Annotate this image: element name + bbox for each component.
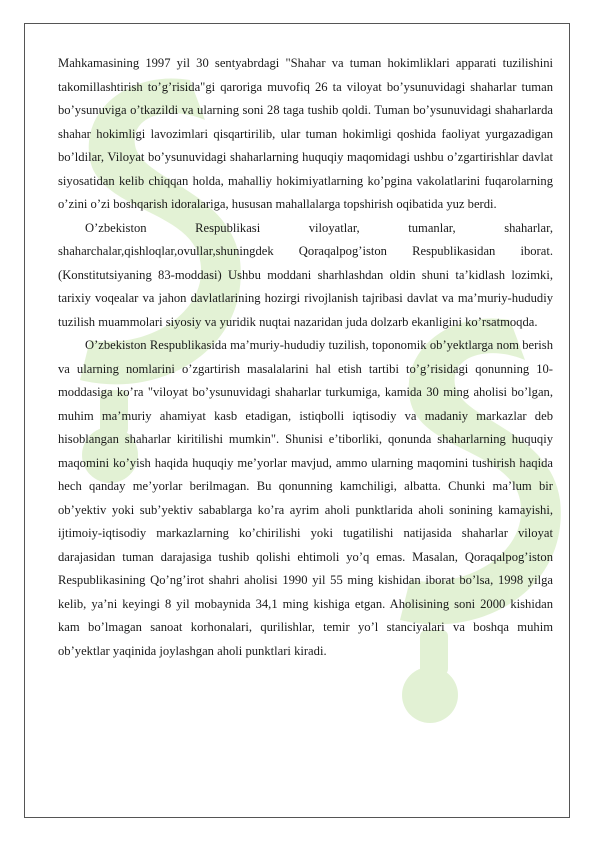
paragraph-3: O’zbekiston Respublikasida ma’muriy-hududiy tuzilish, toponomik ob’yektlarga nom berish va ularning nomlarini o’zgartirish masalalarini hal etish tartibi to’g’risidagi qonunning 10-moddasiga ko’ra "viloyat bo’ysunuvidagi shaharlar turkumiga, kamida 30 ming aholisi bo’lgan, muhim ma’muriy ahamiyat kasb etadigan, istiqbolli iqtisodiy va madaniy markazlar deb hisoblangan shaharlar kiritilishi mumkin". Shunisi e’tiborliki, qonunda shaharlarning huquqiy maqomini ko’yish haqida huquqiy me’yorlar mavjud, ammo ularning maqomini tushirish haqida hech qanday me’yorlar berilmagan. Bu qonunning kamchiligi, albatta. Chunki ma’lum bir ob’yektiv yoki sub’yektiv sabablarga ko’ra ayrim aholi punktlarida aholi sonining kamayishi, ijtimoiy-iqtisodiy markazlarning ko’chirilishi yoki tugatilishi natijasida shaharlar viloyat darajasidan tuman darajasiga tushib qolishi ehtimoli yo’q emas. Masalan, Qoraqalpog’iston Respublikasining Qo’ng’irot shahri aholisi 1990 yil 55 ming kishidan iborat bo’lsa, 1998 yilga kelib, ya’ni keyingi 8 yil mobaynida 34,1 ming kishiga etgan. Aholisining soni 2000 kishidan kam bo’lmagan sanoat korhonalari, qurilishlar, temir yo’l stanciyalari va boshqa muhim ob’yektlar yaqinida joylashgan aholi punktlari kiradi.: [58, 338, 553, 658]
document-body: [58, 52, 553, 663]
paragraph-2: O’zbekiston Respublikasi viloyatlar, tumanlar, shaharlar, shaharchalar,qishloqlar,ovullar,shuningdek Qoraqalpog’iston Respublikasidan iborat. (Konstitutsiyaning 83-moddasi) Ushbu moddani sharhlashdan oldin shuni ta’kidlash lozimki, tarixiy voqealar va jahon davlatlarining hozirgi rivojlanish tajribasi davlat va ma’muriy-hududiy tuzilish muammolari siyosiy va yuridik nuqtai nazaridan juda dolzarb ekanligini ko’rsatmoqda.: [58, 220, 553, 329]
paragraph-1: Mahkamasining 1997 yil 30 sentyabrdagi "Shahar va tuman hokimliklari apparati tuzilishini takomillashtirish to’g’risida"gi qaroriga muvofiq 26 ta viloyat bo’ysunuvidagi shaharlar tuman bo’ysunuviga o’tkazildi va ularning soni 28 taga tushib qoldi. Tuman bo’ysunuvidagi shaharlarda shahar hokimligi lavozimlari qisqartirilib, ular tuman hokimligi qoshida faoliyat yurgazadigan bo’ldilar, Viloyat bo’ysunuvidagi shaharlarning huquqiy maqomidagi ushbu o’zgartirishlar davlat siyosatidan kelib chiqqan holda, mahalliy hokimiyatlarning ko’pgina vakolatlarini fuqarolarning o’zini o’zi boshqarish idoralariga, hususan mahallalarga topshirish oqibatida yuz berdi.: [58, 56, 553, 211]
